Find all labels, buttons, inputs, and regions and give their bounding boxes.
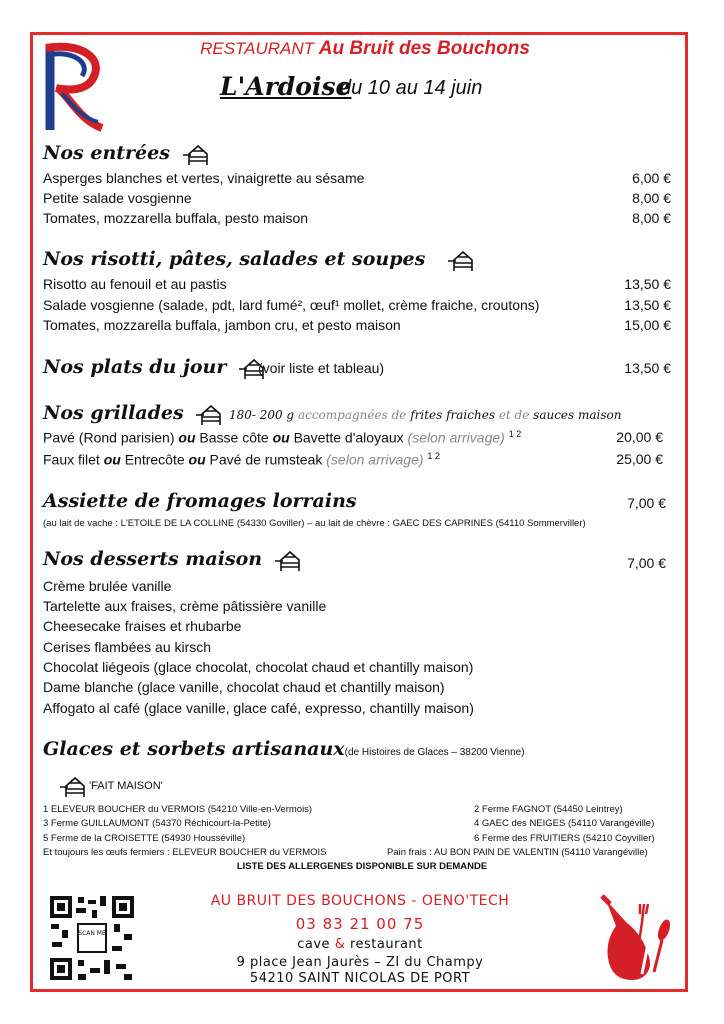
menu-item: Pavé (Rond parisien) ou Basse côte ou Bavette d'aloyaux (selon arrivage) $^{1 2}$ 20,00 € [43,429,663,446]
footer-address2: 54210 SAINT NICOLAS DE PORT [249,971,471,986]
restaurant-logo [40,38,106,134]
bottle-cutlery-icon [600,894,680,982]
dessert-item: Crème brulée vanille [43,578,172,594]
restaurant-header: RESTAURANT Au Bruit des Bouchons [200,38,530,59]
producer-item: 2 Ferme FAGNOT (54450 Leintrey) [474,804,623,815]
footer-phone: 03 83 21 00 75 [295,915,425,933]
menu-item: Asperges blanches et vertes, vinaigrette au sésame 6,00 € [43,170,671,186]
menu-item: Petite salade vosgienne 8,00 € [43,190,671,206]
fait-maison-icon [194,403,222,425]
section-grillades-title: Nos grillades 180- 200 g accompagnées de frites fraiches et de sauces maison [43,402,622,424]
allergens-note: LISTE DES ALLERGENES DISPONIBLE SUR DEMANDE [236,861,488,872]
plats-note: (voir liste et tableau) [258,360,385,376]
glaces-note: (de Histoires de Glaces – 38200 Vienne) [344,747,525,758]
producer-item: 4 GAEC des NEIGES (54110 Varangéville) [474,818,655,829]
footer-name: AU BRUIT DES BOUCHONS - OENO'TECH [210,893,510,909]
fait-maison-legend: 'FAIT MAISON' [58,775,163,797]
footer-tagline: cave & restaurant [297,937,423,952]
section-entrees-title: Nos entrées [43,142,209,165]
fait-maison-icon [273,549,301,571]
menu-item: Tomates, mozzarella buffala, pesto maison 8,00 € [43,210,671,226]
qr-code[interactable] [48,894,136,982]
fait-maison-icon [58,775,86,797]
producer-item: 3 Ferme GUILLAUMONT (54370 Réchicourt-la-Petite) [43,818,271,829]
dessert-item: Tartelette aux fraises, crème pâtissière vanille [43,598,327,614]
menu-item: Salade vosgienne (salade, pdt, lard fumé², œuf¹ mollet, crème fraiche, croutons) 13,50 € [43,297,671,313]
dessert-item: Chocolat liégeois (glace chocolat, chocolat chaud et chantilly maison) [43,659,474,675]
eggs-note: Et toujours les œufs fermiers : ELEVEUR BOUCHER du VERMOIS [43,847,327,858]
menu-item: Tomates, mozzarella buffala, jambon cru, et pesto maison 15,00 € [43,317,671,333]
section-fromages-title: Assiette de fromages lorrains [43,490,357,512]
fromages-note: (au lait de vache : L'ETOILE DE LA COLLINE (54330 Goviller) – au lait de chèvre : GAEC DES CAPRINES (54110 Sommerviller) [43,518,586,529]
section-plats-title: Nos plats du jour [43,356,265,379]
ardoise-title: L'Ardoise [220,72,352,101]
ardoise-dates: du 10 au 14 juin [340,77,483,99]
dessert-item: Dame blanche (glace vanille, chocolat chaud et chantilly maison) [43,679,445,695]
fait-maison-icon [446,249,474,271]
section-risotti-title: Nos risotti, pâtes, salades et soupes [43,248,474,271]
fait-maison-icon [181,143,209,165]
dessert-item: Cheesecake fraises et rhubarbe [43,618,242,634]
section-glaces-title: Glaces et sorbets artisanaux(de Histoires de Glaces – 38200 Vienne) [43,738,525,760]
bread-note: Pain frais : AU BON PAIN DE VALENTIN (54110 Varangéville) [387,847,648,858]
qr-scan-label: SCAN ME [78,930,106,937]
menu-item: Faux filet ou Entrecôte ou Pavé de rumsteak (selon arrivage) $^{1 2}$ 25,00 € [43,451,663,468]
producer-item: 6 Ferme des FRUITIERS (54210 Coyviller) [474,833,655,844]
section-desserts-title: Nos desserts maison [43,548,301,571]
producer-item: 1 ELEVEUR BOUCHER du VERMOIS (54210 Ville-en-Vermois) [43,804,313,815]
footer-address1: 9 place Jean Jaurès – ZI du Champy [236,955,484,970]
dessert-item: Affogato al café (glace vanille, glace café, expresso, chantilly maison) [43,700,474,716]
producer-item: 5 Ferme de la CROISETTE (54930 Housséville) [43,833,246,844]
menu-item: Risotto au fenouil et au pastis 13,50 € [43,276,671,292]
dessert-item: Cerises flambées au kirsch [43,639,212,655]
